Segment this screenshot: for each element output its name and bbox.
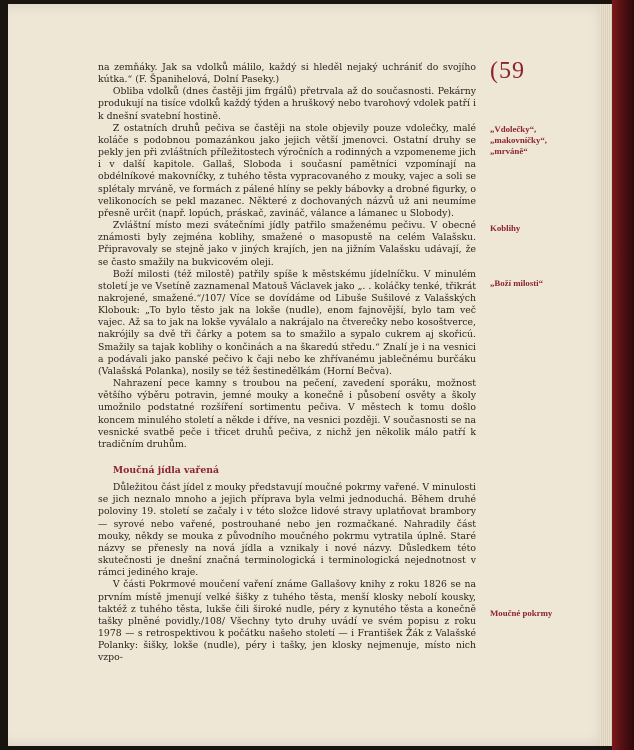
paragraph: na zemňáky. Jak sa vdolků málilo, každý si hleděl nejaký uchrániť do svojího kútka.“ (F. Španihelová, Dolní Paseky.) [98,62,476,86]
paragraph: Zvláštní místo mezi svátečními jídly patřilo smaženému pečivu. V obecné známosti byly zejména koblihy, smažené o masopustě na celém Valašsku. Připravovaly se stejně jako v jiných krajích, jen na jižním Valašsku udávají, že se často smažily na bukvicovém oleji. [98,220,476,268]
margin-note-koblihy: Koblihy [490,223,521,233]
margin-note-bozi-milosti: „Boží milosti“ [490,278,544,288]
body-text [98,62,476,665]
paragraph: V části Pokrmové moučení vaření známe Gallašovy knihy z roku 1826 se na prvním místě jmenují velké šišky z tuhého těsta, menší klosky nebolí kousky, taktéž z tuhého těsta, lukše čili široké nudle, péry z kynutého těsta a konečně tašky plněné povidly./108/ Všechny tyto druhy uvádí ve svém popisu z roku 1978 — s retrospektivou k počátku našeho století — i František Žák z Valašské Polanky: šišky, lokše (nudle), péry i tašky, jen klosky nejmenuje, místo nich vzpo- [98,579,476,664]
margin-note-vdolecky: „Vdolečky“, [490,124,537,134]
page-number: (59 [490,58,525,84]
book-spine-edge [612,0,634,750]
margin-note-mrvane: „mrváně“ [490,146,528,156]
paragraph: Nahrazení pece kamny s troubou na pečení, zavedení sporáku, možnost většího výběru potravin, jemné mouky a konečně i působení osvěty a školy umožnilo podstatné rozšíření sortimentu pečiva. V městech k tomu došlo koncem minulého století a někde i dříve, na vesnici později. V současnosti se na vesnické svatbě peče i třicet druhů pečiva, z nichž jen několik málo patří k tradičním druhům. [98,378,476,450]
section-heading: Moučná jídla vařená [112,465,220,476]
paragraph: Důležitou část jídel z mouky představují moučné pokrmy vařené. V minulosti se jich neznalo mnoho a jejich příprava byla velmi jednoduchá. Během druhé poloviny 19. století se začaly i v této složce lidové stravy uplatňovat brambory — syrové nebo vařené, postrouhané nebo jen rozmačkané. Nahradily část mouky, někdy se mouka z původního moučného pokrmu vytratila úplně. Staré názvy se přenesly na nová jídla a vznikaly i nové názvy. Důsledkem této skutečnosti je dnešní značná terminologická i terminologická nejednotnost v rámci jediného kraje. [98,482,476,579]
paragraph: Boží milosti (též milostě) patřily spíše k městskému jídelníčku. V minulém století je ve Vsetíně zaznamenal Matouš Václavek jako „. . koláčky tenké, třikrát nakrojené, smažené.“/107/ Více se dovídáme od Libuše Sušilové z Valašských Klobouk: „To bylo těsto jak na lokše (nudle), enom fajnovější, bylo tam več vajec. Až sa to jak na lokše vyválalo a nakrájalo na čtverečky nebo kosoštverce, nakrójily sa dvě tři čárky a potem sa to smažilo a sypalo cukrem aj skořicú. Smažily sa tajak koblihy o končinách a na škaredú středu.“ Znalí je i na vesnici a podávali jako panské pečivo k čaji nebo ke zhřívanému jablečnému burčáku (Valašská Polanka), nosily se též šestinedělkám (Horní Bečva). [98,268,476,377]
paragraph: Z ostatních druhů pečiva se častěji na stole objevily pouze vdolečky, malé koláče s podobnou pomazánkou jako jejich větší jmenovci. Ostatní druhy se pekly jen při zvláštních příležitostech výročních a rodinných a vzpomeneme jich i v další kapitole. Gallaš, Sloboda i současní pamětníci vzpomínají na obdélníkové makovníčky, z tuhého těsta vypracovaného z mouky, vajec a soli se splétaly mrváně, ve formách z pálené hlíny se pekly bábovky a drobné figurky, o velikonocích se pekl mazanec. Některé z dochovaných názvů už ani neumíme přesně určit (např. lopúch, práskač, zavináč, válance a lámanec u Slobody). [98,122,476,219]
margin-note-makovnicky: „makovníčky“, [490,135,547,145]
page-edges [600,4,612,746]
paragraph: Obliba vdolků (dnes častěji jim frgálů) přetrvala až do současnosti. Pekárny produkují na tisíce vdolků každý týden a hruškový nebo tvarohový vdolek patří i k dnešní svatební hostině. [98,86,476,122]
margin-note-moucne-pokrmy: Moučné pokrmy [490,608,553,618]
